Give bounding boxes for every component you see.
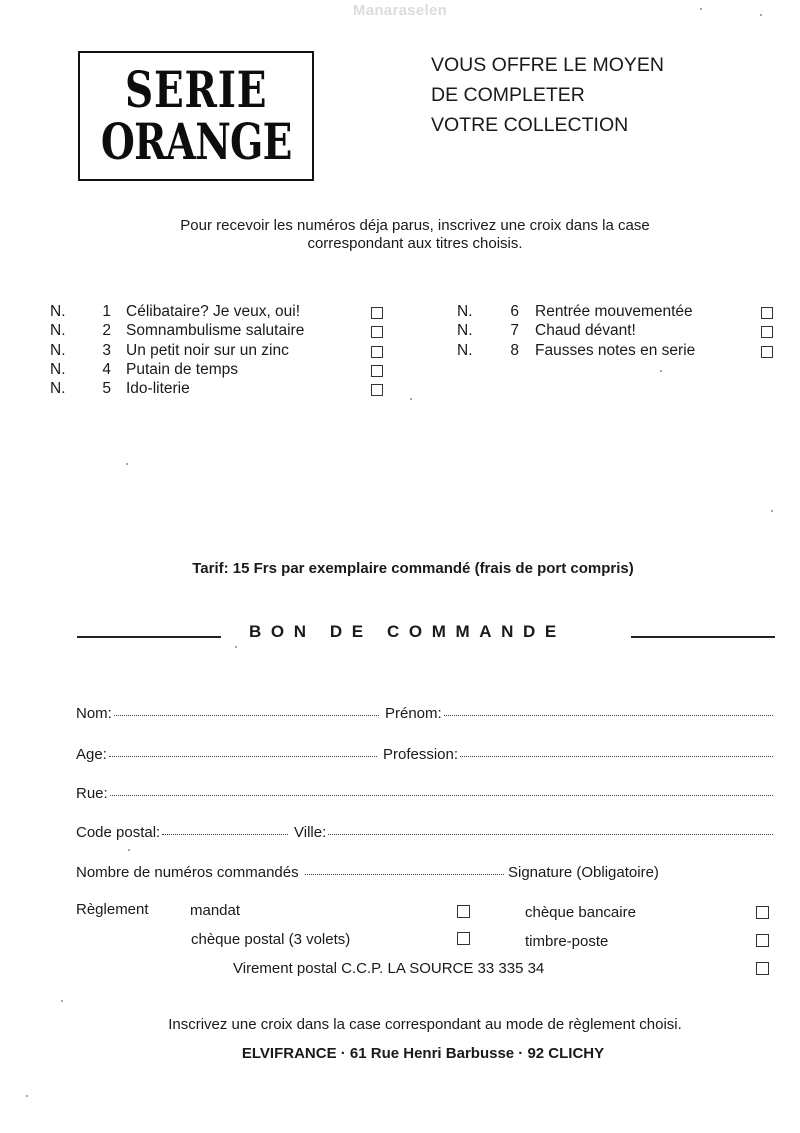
title-checkbox[interactable] — [761, 346, 773, 358]
prenom-field[interactable] — [385, 703, 775, 722]
title-number: 8 — [510, 342, 519, 359]
payment-option-label: chèque postal (3 volets) — [191, 931, 351, 948]
speck — [128, 849, 130, 851]
title-checkbox[interactable] — [371, 307, 383, 319]
nom-input-line[interactable] — [114, 701, 379, 716]
signature-label: Signature (Obligatoire) — [508, 864, 659, 881]
speck — [410, 398, 412, 400]
title-item — [457, 342, 787, 362]
signature-field[interactable] — [508, 864, 659, 881]
title-name: Célibataire? Je veux, oui! — [126, 303, 301, 320]
heading-rule-right — [631, 636, 775, 638]
title-item — [457, 303, 787, 323]
tagline — [431, 50, 664, 140]
title-prefix: N. — [50, 342, 66, 359]
speck — [700, 8, 702, 10]
title-name: Un petit noir sur un zinc — [126, 342, 289, 359]
payment-option-label: timbre-poste — [525, 933, 609, 950]
title-number: 3 — [102, 342, 111, 359]
payment-instruction: Inscrivez une croix dans la case correspondant au mode de règlement choisi. — [168, 1016, 682, 1033]
rue-input-line[interactable] — [110, 781, 773, 796]
payment-checkbox-mandat[interactable] — [457, 905, 470, 918]
tagline-line-2: DE COMPLETER — [431, 84, 585, 106]
title-item — [50, 361, 390, 381]
title-checkbox[interactable] — [371, 346, 383, 358]
title-name: Ido-literie — [126, 380, 190, 397]
title-name: Chaud dévant! — [535, 322, 636, 339]
heading-rule-left — [77, 636, 221, 638]
payment-option-label: chèque bancaire — [525, 904, 636, 921]
title-prefix: N. — [50, 361, 66, 378]
profession-label: Profession: — [383, 746, 459, 763]
title-name: Rentrée mouvementée — [535, 303, 693, 320]
order-form-title: BON DE COMMANDE — [249, 622, 566, 641]
tarif-notice: Tarif: 15 Frs par exemplaire commandé (frais de port compris) — [192, 560, 634, 577]
speck — [26, 1095, 28, 1097]
profession-field[interactable] — [383, 744, 775, 763]
ville-input-line[interactable] — [328, 820, 773, 835]
tagline-line-1: VOUS OFFRE LE MOYEN — [431, 54, 664, 76]
nom-label: Nom: — [76, 705, 112, 722]
title-number: 5 — [102, 380, 111, 397]
speck — [61, 1000, 63, 1002]
title-number: 2 — [102, 322, 111, 339]
title-prefix: N. — [457, 322, 473, 339]
code-postal-label: Code postal: — [76, 824, 161, 841]
title-checkbox[interactable] — [371, 326, 383, 338]
title-number: 7 — [510, 322, 519, 339]
title-name: Fausses notes en serie — [535, 342, 696, 359]
title-item — [50, 322, 390, 342]
title-item — [50, 342, 390, 362]
payment-checkbox-virement[interactable] — [756, 962, 769, 975]
title-prefix: N. — [50, 380, 66, 397]
intro-line-2: correspondant aux titres choisis. — [307, 235, 523, 252]
rue-field[interactable] — [76, 783, 775, 802]
title-checkbox[interactable] — [761, 307, 773, 319]
payment-label: Règlement — [76, 901, 149, 918]
title-prefix: N. — [50, 303, 66, 320]
speck — [126, 463, 128, 465]
nombre-input-line[interactable] — [305, 860, 504, 875]
title-prefix: N. — [50, 322, 66, 339]
nombre-label: Nombre de numéros commandés — [76, 864, 299, 881]
title-name: Putain de temps — [126, 361, 239, 378]
payment-checkbox-cheque-postal[interactable] — [457, 932, 470, 945]
title-checkbox[interactable] — [761, 326, 773, 338]
title-prefix: N. — [457, 342, 473, 359]
publisher-address: ELVIFRANCE · 61 Rue Henri Barbusse · 92 CLICHY — [241, 1045, 605, 1062]
speck — [235, 646, 237, 648]
title-number: 1 — [102, 303, 111, 320]
title-prefix: N. — [457, 303, 473, 320]
logo-line-2: ORANGE — [100, 112, 292, 171]
watermark-text: Manaraselen — [352, 2, 448, 19]
payment-option-label: mandat — [190, 902, 241, 919]
intro-line-1: Pour recevoir les numéros déja parus, inscrivez une croix dans la case — [180, 217, 650, 234]
logo-line-1: SERIE — [124, 60, 268, 119]
speck — [660, 370, 662, 372]
age-input-line[interactable] — [109, 742, 377, 757]
code-postal-input-line[interactable] — [162, 820, 288, 835]
payment-checkbox-cheque-bancaire[interactable] — [756, 906, 769, 919]
ville-field[interactable] — [294, 822, 775, 841]
title-item — [50, 380, 390, 400]
title-checkbox[interactable] — [371, 384, 383, 396]
title-number: 6 — [510, 303, 519, 320]
age-label: Age: — [76, 746, 107, 763]
prenom-label: Prénom: — [385, 705, 442, 722]
title-item — [50, 303, 390, 323]
nombre-field[interactable] — [76, 862, 506, 881]
intro-instructions — [0, 217, 800, 253]
speck — [760, 14, 762, 16]
prenom-input-line[interactable] — [444, 701, 773, 716]
payment-option-label: Virement postal C.C.P. LA SOURCE 33 335 34 — [233, 960, 545, 977]
code-postal-field[interactable] — [76, 822, 290, 841]
ville-label: Ville: — [294, 824, 327, 841]
rue-label: Rue: — [76, 785, 108, 802]
title-item — [457, 322, 787, 342]
nom-field[interactable] — [76, 703, 381, 722]
payment-checkbox-timbre-poste[interactable] — [756, 934, 769, 947]
serie-orange-logo — [78, 51, 314, 181]
tagline-line-3: VOTRE COLLECTION — [431, 114, 629, 136]
title-checkbox[interactable] — [371, 365, 383, 377]
title-number: 4 — [102, 361, 111, 378]
age-field[interactable] — [76, 744, 379, 763]
title-name: Somnambulisme salutaire — [126, 322, 305, 339]
speck — [771, 510, 773, 512]
profession-input-line[interactable] — [460, 742, 773, 757]
